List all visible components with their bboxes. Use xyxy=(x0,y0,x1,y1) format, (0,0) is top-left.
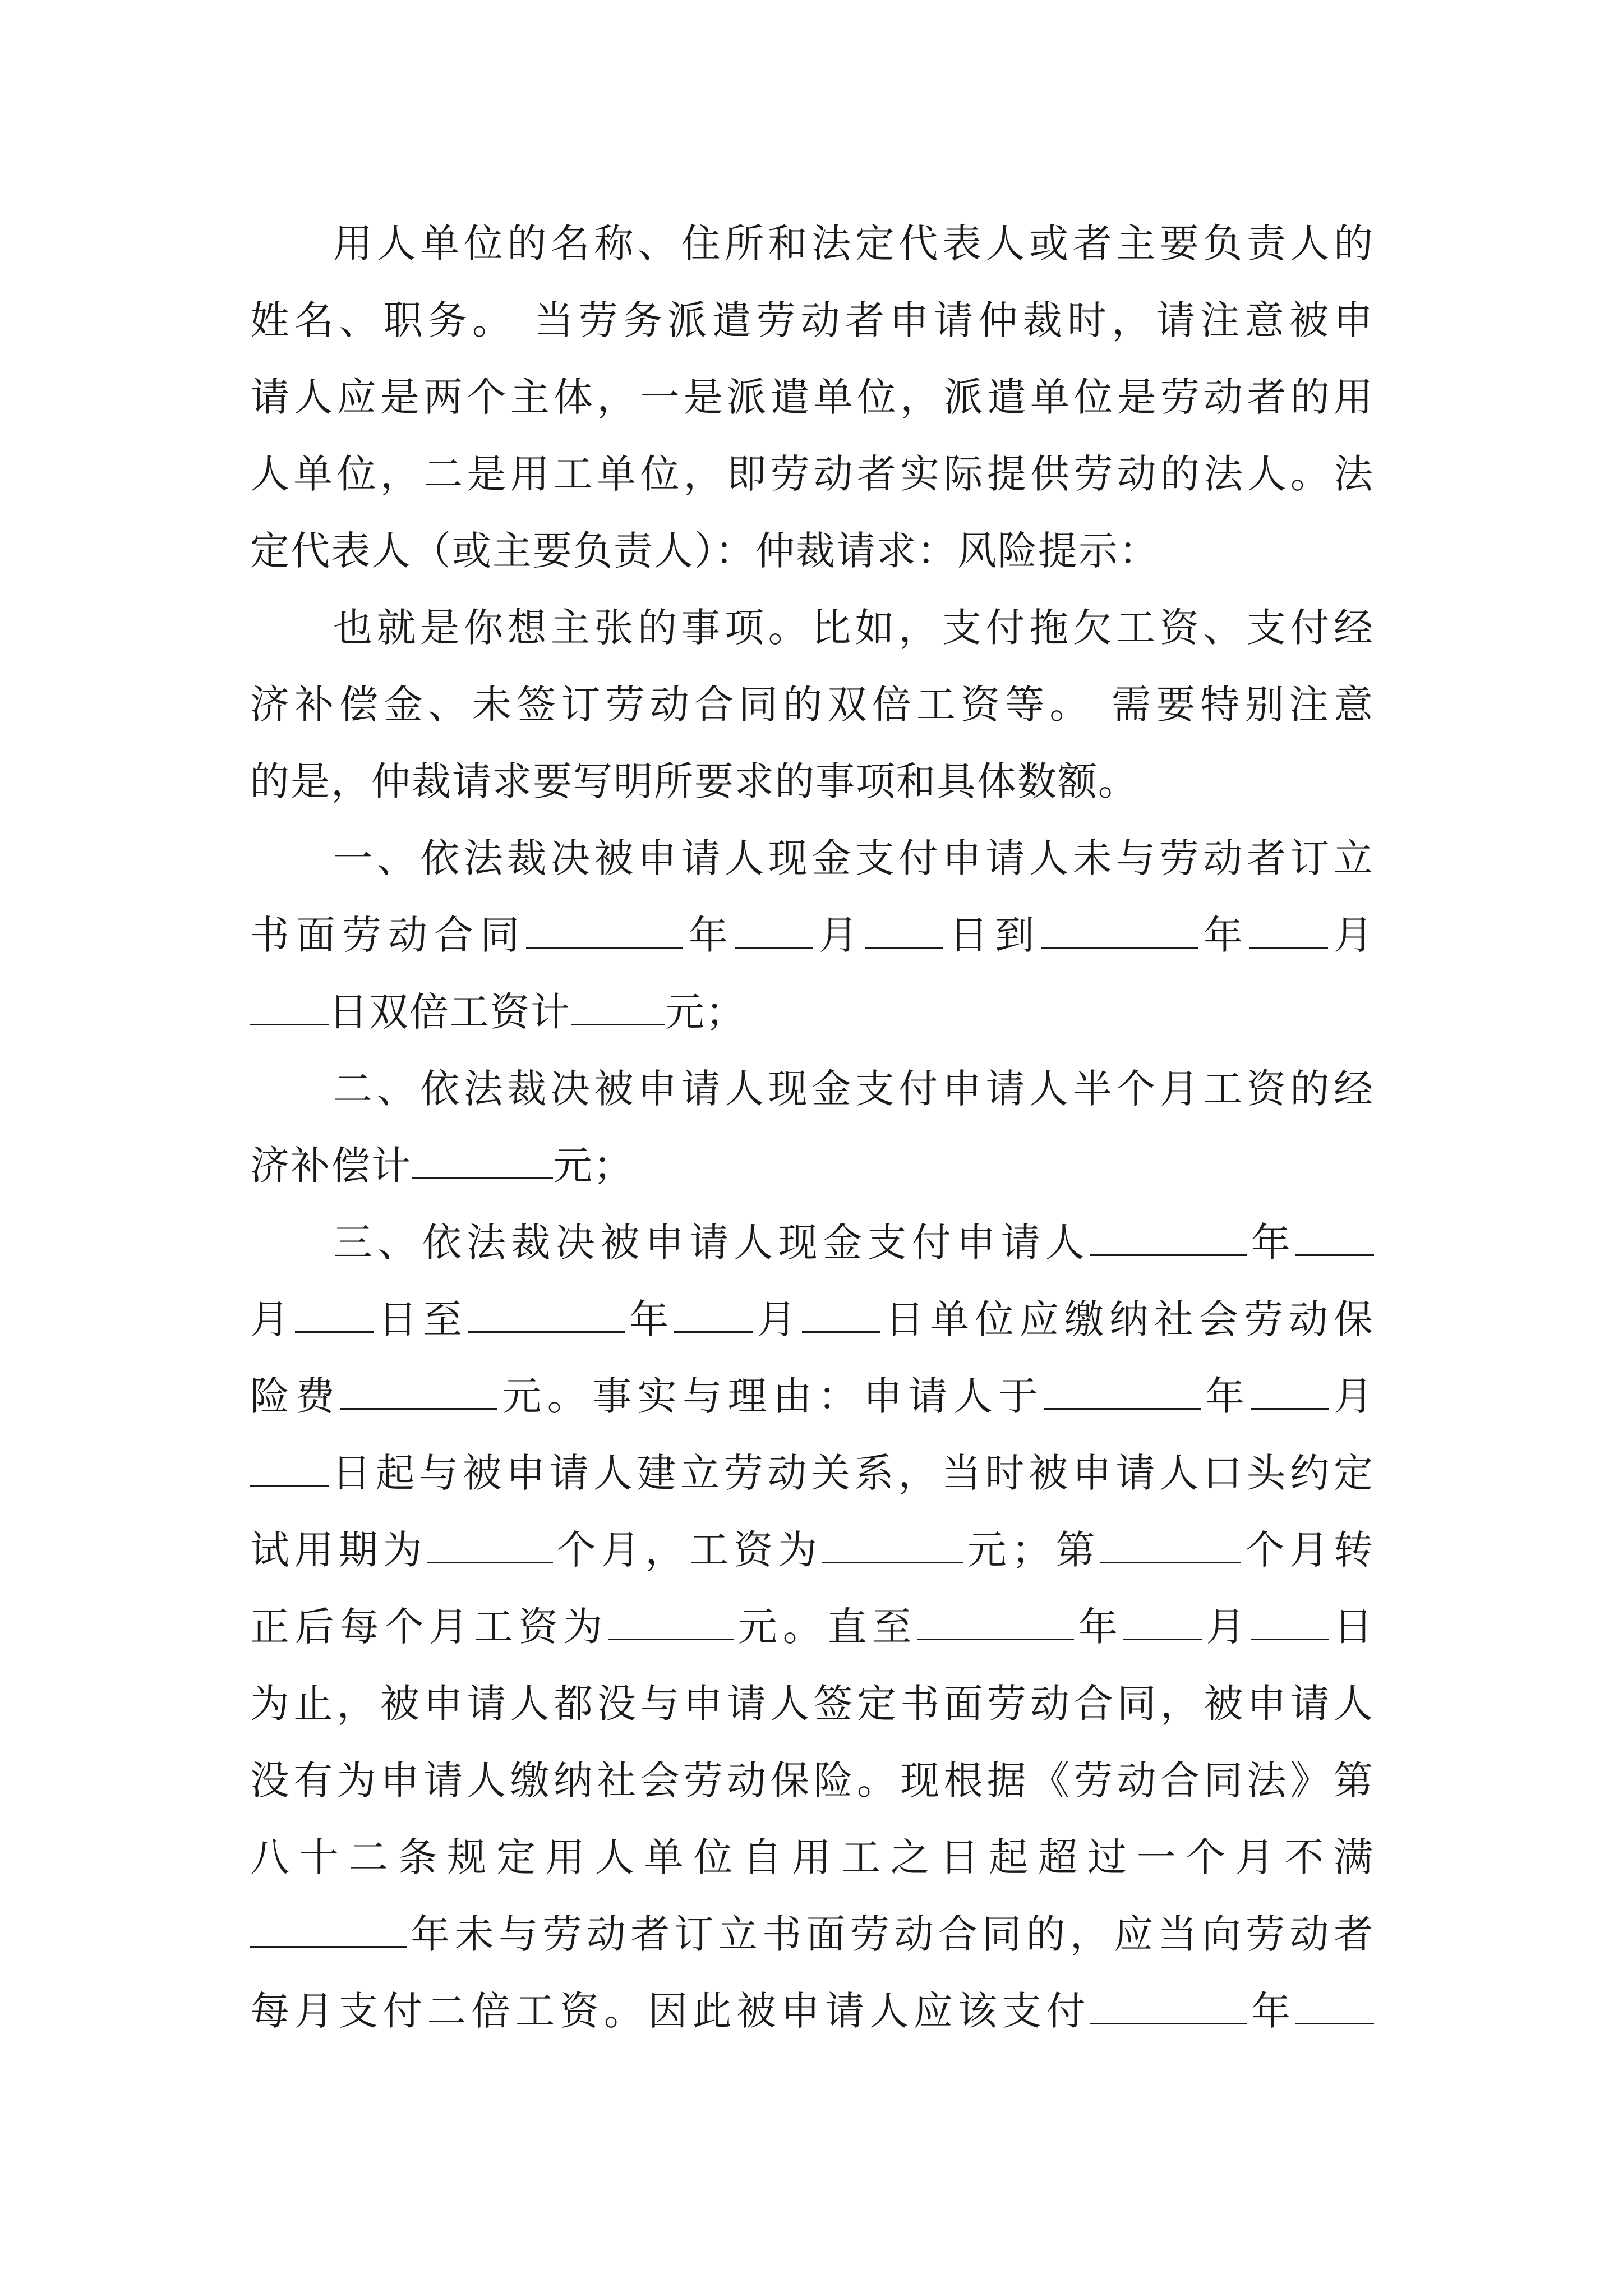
fill-in-blank xyxy=(608,1595,734,1640)
text-segment: 定代表人（或主要负责人）：仲裁请求：风险提示： xyxy=(250,528,1159,574)
text-segment: 一、依法裁决被申请人现金支付申请人未与劳动者订立 xyxy=(333,835,1374,881)
fill-in-blank xyxy=(295,1287,374,1333)
fill-in-blank xyxy=(1100,1518,1241,1563)
document-line xyxy=(250,436,1374,513)
document-line xyxy=(250,1665,1374,1742)
document-line xyxy=(250,1204,1374,1281)
text-segment: 年 xyxy=(1198,912,1249,958)
document-line xyxy=(250,282,1374,359)
text-segment: 日到 xyxy=(943,912,1041,958)
text-segment: 济补偿金、未签订劳动合同的双倍工资等。 需要特别注意 xyxy=(250,682,1374,728)
fill-in-blank xyxy=(1044,1364,1201,1410)
document-line xyxy=(250,1281,1374,1358)
text-segment: 的是，仲裁请求要写明所要求的事项和具体数额。 xyxy=(250,758,1138,804)
document-line xyxy=(250,1435,1374,1512)
document-line xyxy=(250,666,1374,743)
text-segment: 日双倍工资计 xyxy=(329,989,571,1035)
text-segment: 用人单位的名称、住所和法定代表人或者主要负责人的 xyxy=(333,220,1374,266)
fill-in-blank xyxy=(1090,1211,1247,1256)
text-segment: 元。事实与理由：申请人于 xyxy=(497,1373,1044,1419)
text-segment: 元； xyxy=(553,1143,634,1189)
fill-in-blank xyxy=(1041,903,1198,949)
text-segment: 年 xyxy=(625,1296,674,1342)
document-line xyxy=(250,1512,1374,1589)
fill-in-blank xyxy=(250,1902,407,1948)
text-segment: 人单位，二是用工单位，即劳动者实际提供劳动的法人。法 xyxy=(250,451,1374,497)
document-line xyxy=(250,1358,1374,1435)
text-segment: 没有为申请人缴纳社会劳动保险。现根据《劳动合同法》第 xyxy=(250,1757,1374,1803)
text-segment: 书面劳动合同 xyxy=(250,912,526,958)
text-segment: 为止，被申请人都没与申请人签定书面劳动合同，被申请人 xyxy=(250,1681,1374,1727)
text-segment: 月 xyxy=(1329,1373,1375,1419)
document-line xyxy=(250,513,1374,590)
document-line xyxy=(250,1128,1374,1204)
text-segment: 年未与劳动者订立书面劳动合同的，应当向劳动者 xyxy=(407,1911,1374,1957)
text-segment: 济补偿计 xyxy=(250,1143,412,1189)
text-segment: 正后每个月工资为 xyxy=(250,1604,608,1650)
text-segment: 年 xyxy=(1074,1604,1123,1650)
document-line xyxy=(250,820,1374,897)
fill-in-blank xyxy=(822,1518,963,1563)
document-line xyxy=(250,590,1374,666)
text-segment: 日单位应缴纳社会劳动保 xyxy=(880,1296,1374,1342)
fill-in-blank xyxy=(865,903,943,949)
fill-in-blank xyxy=(250,1441,329,1487)
document-line xyxy=(250,897,1374,974)
text-segment: 月 xyxy=(250,1296,295,1342)
fill-in-blank xyxy=(1123,1595,1202,1640)
document-line xyxy=(250,1819,1374,1896)
fill-in-blank xyxy=(917,1595,1074,1640)
fill-in-blank xyxy=(468,1287,625,1333)
text-segment: 每月支付二倍工资。因此被申请人应该支付 xyxy=(250,1988,1091,2034)
fill-in-blank xyxy=(1251,1595,1329,1640)
document-line xyxy=(250,359,1374,436)
text-segment: 年 xyxy=(683,912,735,958)
document-line xyxy=(250,974,1374,1051)
text-segment: 个月，工资为 xyxy=(552,1527,822,1573)
fill-in-blank xyxy=(250,980,329,1025)
document-line xyxy=(250,1973,1374,2050)
text-segment: 元； xyxy=(665,989,746,1035)
document-line xyxy=(250,1051,1374,1128)
document-line xyxy=(250,1589,1374,1665)
fill-in-blank xyxy=(427,1518,553,1563)
text-segment: 月 xyxy=(1328,912,1374,958)
text-segment: 请人应是两个主体，一是派遣单位，派遣单位是劳动者的用 xyxy=(250,374,1374,420)
text-segment: 也就是你想主张的事项。比如，支付拖欠工资、支付经 xyxy=(333,605,1374,651)
fill-in-blank xyxy=(526,903,683,949)
text-segment: 元。直至 xyxy=(734,1604,917,1650)
document-line xyxy=(250,1742,1374,1819)
document-body xyxy=(250,205,1374,2050)
fill-in-blank xyxy=(1295,1979,1374,2024)
document-line xyxy=(250,205,1374,282)
fill-in-blank xyxy=(1249,903,1328,949)
text-segment: 年 xyxy=(1247,1988,1296,2034)
text-segment: 年 xyxy=(1200,1373,1251,1419)
fill-in-blank xyxy=(1295,1211,1374,1256)
text-segment: 日 xyxy=(1329,1604,1375,1650)
document-line xyxy=(250,1896,1374,1973)
text-segment: 日至 xyxy=(374,1296,468,1342)
fill-in-blank xyxy=(1090,1979,1247,2024)
text-segment: 月 xyxy=(753,1296,802,1342)
text-segment: 八十二条规定用人单位自用工之日起超过一个月不满 xyxy=(250,1834,1374,1880)
text-segment: 月 xyxy=(813,912,865,958)
text-segment: 日起与被申请人建立劳动关系，当时被申请人口头约定 xyxy=(329,1450,1374,1496)
text-segment: 个月转 xyxy=(1241,1527,1375,1573)
fill-in-blank xyxy=(412,1134,553,1179)
text-segment: 险费 xyxy=(250,1373,340,1419)
text-segment: 年 xyxy=(1247,1220,1296,1266)
text-segment: 姓名、职务。 当劳务派遣劳动者申请仲裁时，请注意被申 xyxy=(250,297,1374,343)
text-segment: 试用期为 xyxy=(250,1527,427,1573)
document-line xyxy=(250,743,1374,820)
text-segment: 三、依法裁决被申请人现金支付申请人 xyxy=(333,1220,1090,1266)
text-segment: 二、依法裁决被申请人现金支付申请人半个月工资的经 xyxy=(333,1066,1374,1112)
fill-in-blank xyxy=(340,1364,497,1410)
text-segment: 月 xyxy=(1201,1604,1251,1650)
fill-in-blank xyxy=(735,903,813,949)
fill-in-blank xyxy=(674,1287,753,1333)
text-segment: 元；第 xyxy=(963,1527,1100,1573)
fill-in-blank xyxy=(571,980,665,1025)
fill-in-blank xyxy=(1251,1364,1329,1410)
fill-in-blank xyxy=(802,1287,880,1333)
